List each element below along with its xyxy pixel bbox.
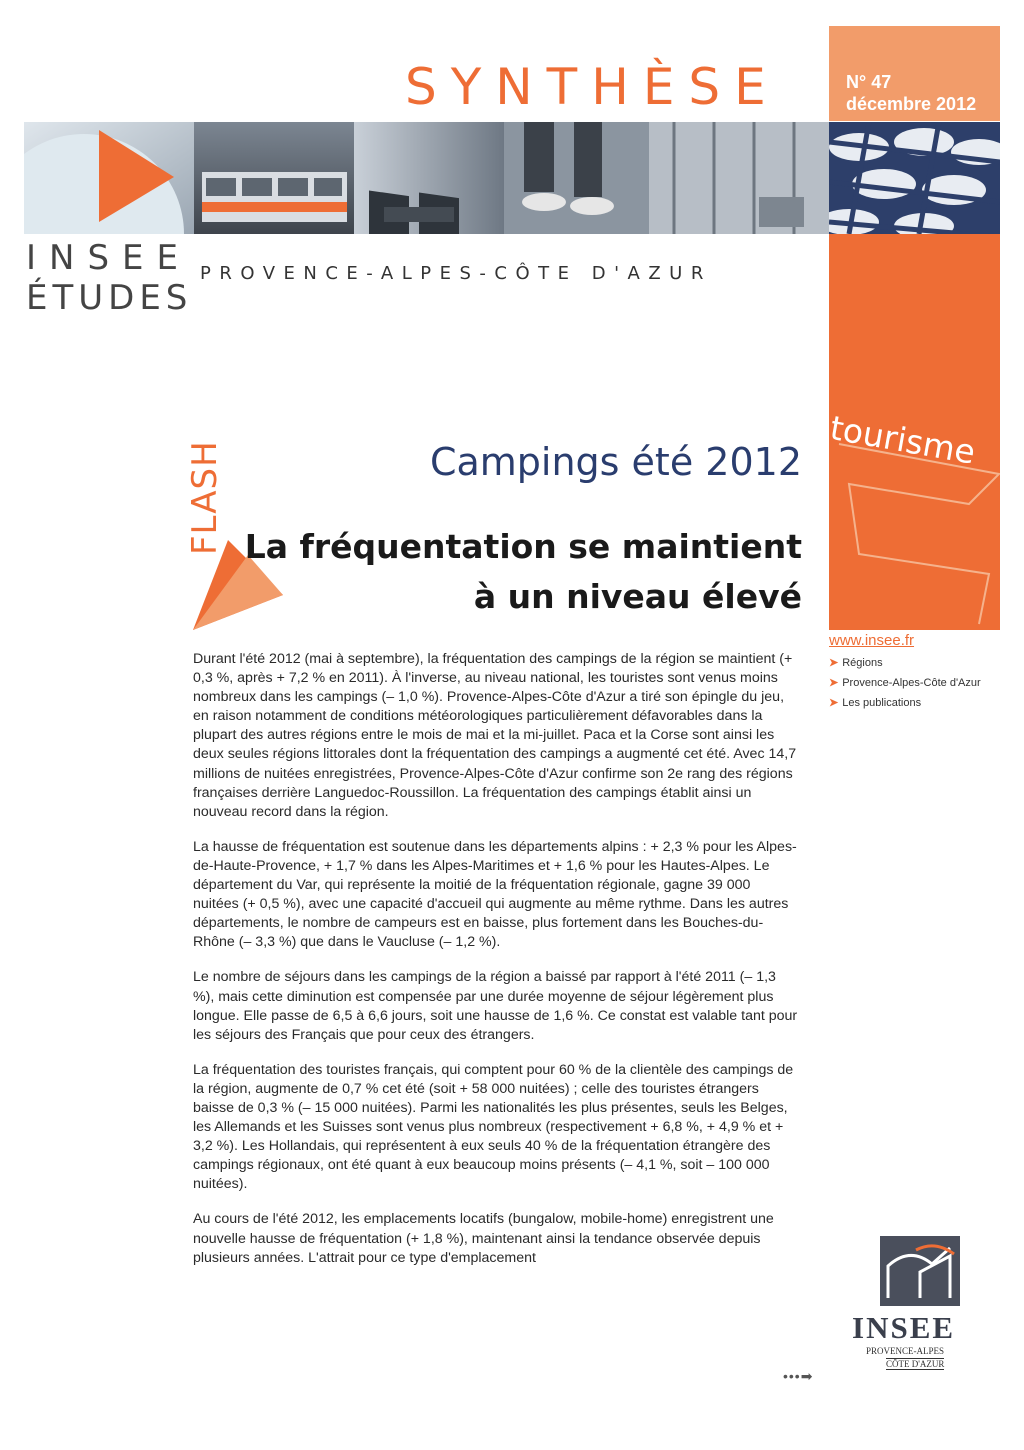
- brand-etudes: ÉTUDES: [26, 278, 193, 318]
- brand-insee: INSEE: [26, 238, 192, 278]
- beach-umbrellas-photo: [829, 122, 1000, 234]
- flash-label: FLASH: [185, 440, 225, 555]
- issue-date: décembre 2012: [846, 94, 977, 114]
- insee-logo-text: INSEE: [852, 1310, 956, 1345]
- link-paca[interactable]: ➤ Provence-Alpes-Côte d'Azur: [829, 677, 981, 689]
- continue-arrow-icon[interactable]: •••➡: [783, 1368, 814, 1384]
- link-regions[interactable]: ➤ Régions: [829, 657, 883, 669]
- paragraph: Durant l'été 2012 (mai à septembre), la fréquentation des campings de la région se maintient (+ 0,3 %, après + 7,2 % en 2011). À l'inverse, au niveau national, les touristes sont venus moins nombreux dans les campings (– 1,0 %). Provence-Alpes-Côte d'Azur a tiré son épingle du jeu, en raison notamment de conditions météorologiques particulièrement défavorables dans la plupart des autres régions entre le mois de mai et la mi-juillet. Paca et la Corse sont ainsi les deux seules régions littorales dont la fréquentation des campings a augmenté cet été. Avec 14,7 millions de nuitées enregistrées, Provence-Alpes-Côte d'Azur confirme son 2e rang des régions françaises derrière Languedoc-Roussillon. La fréquentation des campings établit ainsi un nouveau record dans la région.: [193, 651, 797, 820]
- insee-logo-mark: [880, 1236, 960, 1306]
- paragraph: La fréquentation des touristes français, qui comptent pour 60 % de la clientèle des campings de la région, augmente de 0,7 % cet été (soit + 58 000 nuitées) ; celle des touristes étrangers baisse de 0,3 % (– 15 000 nuitées). Parmi les nationalités les plus présentes, seuls les Belges, les Allemands et les Suisses sont venus plus nombreux (respectivement + 6,8 %, + 4,9 % et + 3,2 %). Les Hollandais, qui représentent à eux seuls 40 % de la fréquentation étrangère des campings régionaux, ont été quant à eux beaucoup moins présents (– 4,1 %, soit – 100 000 nuitées).: [193, 1061, 794, 1193]
- theme-label: tourisme: [827, 408, 979, 472]
- region-label: PROVENCE-ALPES-CÔTE D'AZUR: [200, 263, 712, 284]
- subtitle-line-2: à un niveau élevé: [473, 577, 802, 616]
- logo-subtitle-2: CÔTE D'AZUR: [886, 1359, 945, 1369]
- page-title: Campings été 2012: [429, 440, 802, 484]
- arrow-icon: ➤: [829, 657, 839, 669]
- paragraph: Le nombre de séjours dans les campings de la région a baissé par rapport à l'été 2011 (– 1,3 %), mais cette diminution est compensée par une durée moyenne de séjour légèrement plus longue. Elle passe de 6,5 à 6,6 jours, soit une hausse de 1,6 %. Ce constat est valable tant pour les séjours des Français que pour ceux des étrangers.: [193, 969, 798, 1043]
- logo-subtitle-1: PROVENCE-ALPES: [866, 1346, 945, 1356]
- series-title: SYNTHÈSE: [405, 58, 780, 116]
- subtitle-line-1: La fréquentation se maintient: [244, 527, 802, 566]
- header-photo-strip: [24, 122, 829, 234]
- link-publications[interactable]: ➤ Les publications: [829, 697, 922, 709]
- article-body: [193, 650, 799, 1284]
- arrow-icon: ➤: [829, 677, 839, 689]
- paragraph: La hausse de fréquentation est soutenue dans les départements alpins : + 2,3 % pour les Alpes-de-Haute-Provence, + 1,7 % dans les Alpes-Maritimes et + 1,6 % pour les Hautes-Alpes. Le département du Var, qui représente la moitié de la fréquentation régionale, gagne 39 000 nuitées (+ 0,5 %), avec une capacité d'accueil qui augmente au même rythme. Dans les autres départements, le nombre de campeurs est en baisse, plus fortement dans les Bouches-du-Rhône (– 3,3 %) que dans le Vaucluse (– 1,2 %).: [193, 838, 797, 951]
- arrow-icon: ➤: [829, 697, 839, 709]
- issue-number: N° 47: [846, 72, 892, 92]
- site-link[interactable]: www.insee.fr: [829, 632, 915, 649]
- paragraph: Au cours de l'été 2012, les emplacements locatifs (bungalow, mobile-home) enregistrent une nouvelle hausse de fréquentation (+ 1,8 %), maintenant ainsi la tendance observée depuis plusieurs années. L'attrait pour ce type d'emplacement: [193, 1211, 774, 1266]
